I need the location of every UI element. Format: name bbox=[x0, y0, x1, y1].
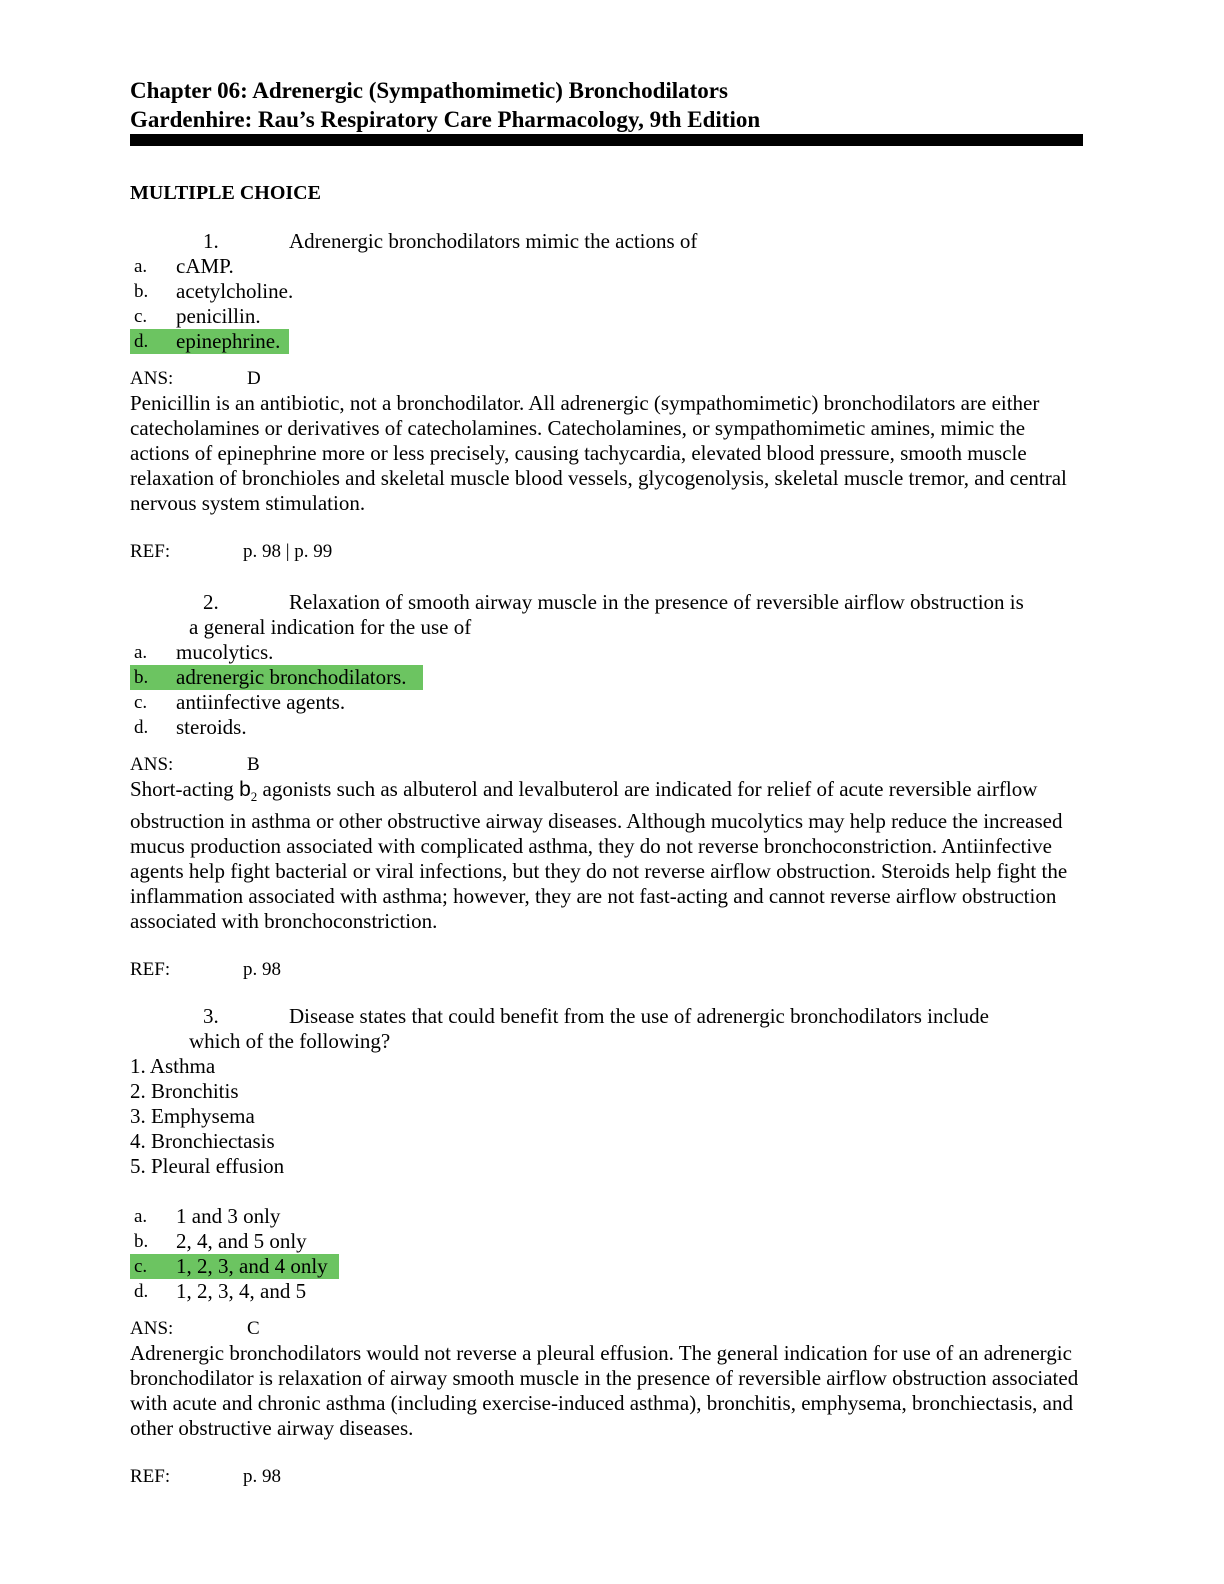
answer-line: ANS: D bbox=[130, 368, 261, 389]
answer-line: ANS: B bbox=[130, 754, 260, 775]
list-item: 4. Bronchiectasis bbox=[130, 1129, 275, 1153]
question-number: 3. bbox=[203, 1004, 219, 1028]
reference-line: REF: p. 98 bbox=[130, 1466, 281, 1487]
option-b: b. 2, 4, and 5 only bbox=[134, 1229, 307, 1253]
option-c: c. penicillin. bbox=[134, 304, 261, 328]
question-number: 1. bbox=[203, 229, 219, 253]
page-reference: p. 98 bbox=[243, 959, 281, 981]
question-stem: Adrenergic bronchodilators mimic the actions of bbox=[289, 229, 698, 253]
page-reference: p. 98 bbox=[243, 1466, 281, 1487]
option-a: a. mucolytics. bbox=[134, 640, 274, 664]
option-c: c. antiinfective agents. bbox=[134, 690, 346, 714]
question-1 bbox=[130, 229, 1085, 564]
answer-line: ANS: C bbox=[130, 1318, 260, 1339]
option-a: a. 1 and 3 only bbox=[134, 1204, 281, 1228]
rationale: Adrenergic bronchodilators would not reverse a pleural effusion. The general indication for use of an adrenergic bronchodilator is relaxation of airway smooth muscle in the presence of reversible airflow obstruction associated with acute and chronic asthma (including exercise-induced asthma), bronchitis, emphysema, bronchiectasis, and other obstructive airway diseases. bbox=[130, 1341, 1079, 1440]
question-stem-continued: which of the following? bbox=[189, 1029, 391, 1053]
option-a: a. cAMP. bbox=[134, 254, 234, 278]
answer-key: C bbox=[247, 1318, 260, 1339]
answer-key: D bbox=[247, 368, 261, 389]
reference-line: REF: p. 98 | p. 99 bbox=[130, 541, 333, 562]
header-rule bbox=[130, 134, 1083, 146]
question-3 bbox=[130, 1004, 1085, 1489]
book-title: Gardenhire: Rau’s Respiratory Care Pharmacology, 9th Edition bbox=[130, 107, 761, 132]
reference-line: REF: p. 98 bbox=[130, 959, 281, 981]
list-item: 1. Asthma bbox=[130, 1054, 216, 1078]
section-title: MULTIPLE CHOICE bbox=[130, 182, 321, 204]
option-d: d. steroids. bbox=[134, 715, 247, 739]
option-d: d. 1, 2, 3, 4, and 5 bbox=[134, 1279, 307, 1303]
question-stem: Disease states that could benefit from the use of adrenergic bronchodilators include bbox=[289, 1004, 989, 1028]
chapter-title: Chapter 06: Adrenergic (Sympathomimetic) Bronchodilators bbox=[130, 78, 728, 103]
option-c: c. 1, 2, 3, and 4 only bbox=[130, 1254, 1085, 1279]
rationale: Penicillin is an antibiotic, not a bronchodilator. All adrenergic (sympathomimetic) bronchodilators are either catecholamines or derivatives of catecholamines. Catecholamines, or sympathomimetic amines, mimic the actions of epinephrine more or less precisely, causing tachycardia, elevated blood pressure, smooth muscle relaxation of bronchioles and skeletal muscle blood vessels, glycogenolysis, skeletal muscle tremor, and central nervous system stimulation. bbox=[130, 391, 1067, 515]
list-item: 3. Emphysema bbox=[130, 1104, 255, 1128]
rationale: Short-acting $b_2$ agonists such as albuterol and levalbuterol are indicated for relief of acute reversible airflow obstruction in asthma or other obstructive airway diseases. Although mucolytics may help reduce the increased mucus production associated with complicated asthma, they do not reverse bronchoconstriction. Antiinfective agents help fight bacterial or viral infections, but they do not reverse airflow obstruction. Steroids help fight the inflammation associated with asthma; however, they are not fast-acting and cannot reverse airflow obstruction associated with bronchoconstriction. bbox=[130, 777, 1068, 934]
beta-symbol: b bbox=[239, 778, 251, 801]
list-item: 5. Pleural effusion bbox=[130, 1154, 285, 1178]
option-b: b. acetylcholine. bbox=[134, 279, 294, 303]
answer-key: B bbox=[247, 754, 260, 775]
option-b: b. adrenergic bronchodilators. bbox=[130, 665, 1085, 690]
page-reference: p. 98 | p. 99 bbox=[243, 541, 333, 562]
question-2 bbox=[130, 590, 1085, 982]
question-number: 2. bbox=[203, 590, 219, 614]
list-item: 2. Bronchitis bbox=[130, 1079, 239, 1103]
question-stem: Relaxation of smooth airway muscle in the presence of reversible airflow obstruction is bbox=[289, 590, 1024, 614]
option-d: d. epinephrine. bbox=[130, 329, 1085, 354]
question-stem-continued: a general indication for the use of bbox=[189, 615, 472, 639]
